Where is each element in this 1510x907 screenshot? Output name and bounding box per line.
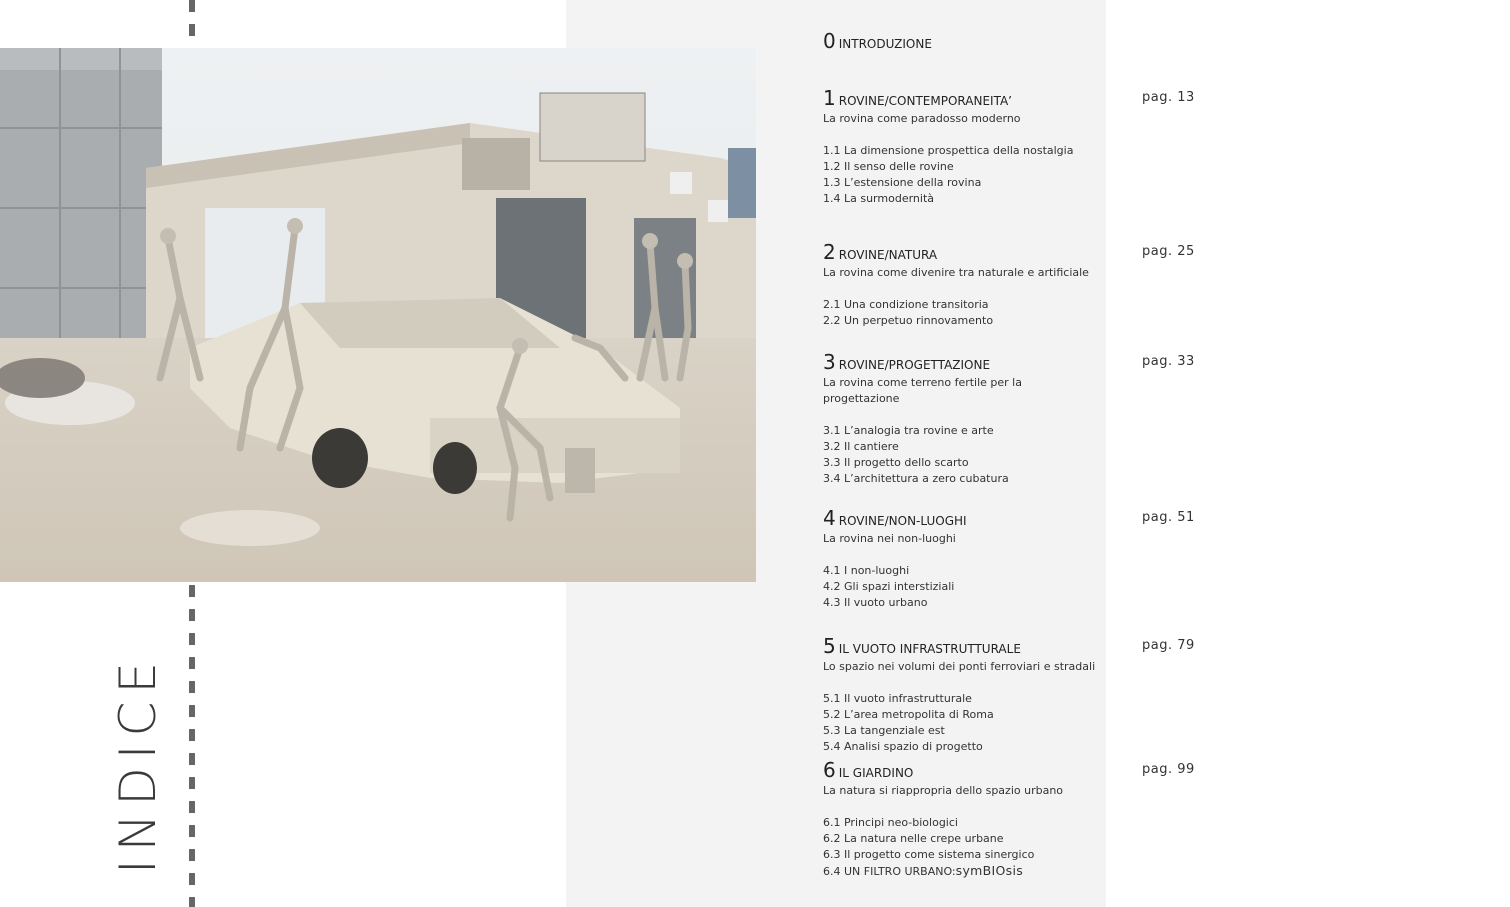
section-item: 1.2 Il senso delle rovine	[823, 160, 954, 173]
index-vertical-title	[96, 654, 180, 874]
chapter-number: 0	[823, 29, 836, 53]
chapter-title: ROVINE/NON-LUOGHI	[838, 514, 967, 528]
chapter-heading	[823, 760, 1443, 783]
section-item	[823, 863, 1443, 880]
dashed-divider-bottom	[189, 585, 195, 907]
symbiosis-brand: symBIOsis	[955, 863, 1024, 878]
chapter-title: IL VUOTO INFRASTRUTTURALE	[838, 642, 1021, 656]
table-of-contents	[823, 0, 1463, 907]
chapter-page: pag. 79	[1142, 638, 1195, 653]
section-item: 5.4 Analisi spazio di progetto	[823, 740, 983, 753]
cover-photo	[0, 48, 756, 582]
chapter-heading	[823, 352, 1443, 375]
chapter-page: pag. 33	[1142, 354, 1195, 369]
chapter-number: 6	[823, 758, 836, 782]
chapter-title: ROVINE/CONTEMPORANEITA’	[838, 94, 1012, 108]
section-list	[823, 691, 1443, 755]
section-list	[823, 143, 1443, 207]
section-item: 3.2 Il cantiere	[823, 440, 899, 453]
section-list	[823, 423, 1443, 487]
section-item: 1.1 La dimensione prospettica della nostalgia	[823, 144, 1074, 157]
chapter-subtitle: Lo spazio nei volumi dei ponti ferroviari e stradali	[823, 660, 1096, 673]
chapter-subtitle: La rovina come paradosso moderno	[823, 112, 1021, 125]
section-item: 4.1 I non-luoghi	[823, 564, 910, 577]
chapter-subtitle: La rovina come terreno fertile per la progettazione	[823, 376, 1022, 405]
chapter-subtitle: La natura si riappropria dello spazio urbano	[823, 784, 1064, 797]
chapter-6	[823, 760, 1443, 880]
section-list	[823, 297, 1443, 329]
chapter-page: pag. 25	[1142, 244, 1195, 259]
section-prefix: 6.4 UN FILTRO URBANO:	[823, 865, 956, 878]
section-item: 3.1 L’analogia tra rovine e arte	[823, 424, 994, 437]
chapter-5	[823, 636, 1443, 755]
index-title-text: INDICE	[109, 654, 167, 874]
section-item: 1.3 L’estensione della rovina	[823, 176, 982, 189]
section-list	[823, 563, 1443, 611]
chapter-heading	[823, 88, 1443, 111]
chapter-heading	[823, 636, 1443, 659]
dashed-divider-top	[189, 0, 195, 48]
section-item: 4.3 Il vuoto urbano	[823, 596, 928, 609]
section-item: 1.4 La surmodernità	[823, 192, 934, 205]
chapter-number: 5	[823, 634, 836, 658]
chapter-title: ROVINE/PROGETTAZIONE	[838, 358, 991, 372]
section-item: 2.1 Una condizione transitoria	[823, 298, 989, 311]
chapter-subtitle: La rovina come divenire tra naturale e artificiale	[823, 266, 1089, 279]
chapter-subtitle: La rovina nei non-luoghi	[823, 532, 956, 545]
section-item: 5.2 L’area metropolita di Roma	[823, 708, 994, 721]
chapter-4	[823, 508, 1443, 611]
chapter-number: 2	[823, 240, 836, 264]
chapter-heading	[823, 508, 1443, 531]
chapter-2	[823, 242, 1443, 329]
chapter-number: 1	[823, 86, 836, 110]
chapter-3	[823, 352, 1443, 487]
chapter-number: 4	[823, 506, 836, 530]
chapter-number: 3	[823, 350, 836, 374]
section-list	[823, 815, 1443, 880]
section-item: 5.3 La tangenziale est	[823, 724, 945, 737]
chapter-heading	[823, 31, 1443, 54]
chapter-0	[823, 31, 1443, 54]
chapter-title: ROVINE/NATURA	[838, 248, 938, 262]
section-item: 6.1 Principi neo-biologici	[823, 816, 958, 829]
section-item: 6.3 Il progetto come sistema sinergico	[823, 848, 1035, 861]
chapter-page: pag. 51	[1142, 510, 1195, 525]
chapter-title: INTRODUZIONE	[838, 37, 932, 51]
chapter-title: IL GIARDINO	[838, 766, 914, 780]
chapter-1	[823, 88, 1443, 207]
section-item: 2.2 Un perpetuo rinnovamento	[823, 314, 994, 327]
chapter-heading	[823, 242, 1443, 265]
section-item: 3.4 L’architettura a zero cubatura	[823, 472, 1009, 485]
chapter-page: pag. 99	[1142, 762, 1195, 777]
section-item: 5.1 Il vuoto infrastrutturale	[823, 692, 972, 705]
section-item: 3.3 Il progetto dello scarto	[823, 456, 969, 469]
section-item: 6.2 La natura nelle crepe urbane	[823, 832, 1004, 845]
chapter-page: pag. 13	[1142, 90, 1195, 105]
section-item: 4.2 Gli spazi interstiziali	[823, 580, 955, 593]
